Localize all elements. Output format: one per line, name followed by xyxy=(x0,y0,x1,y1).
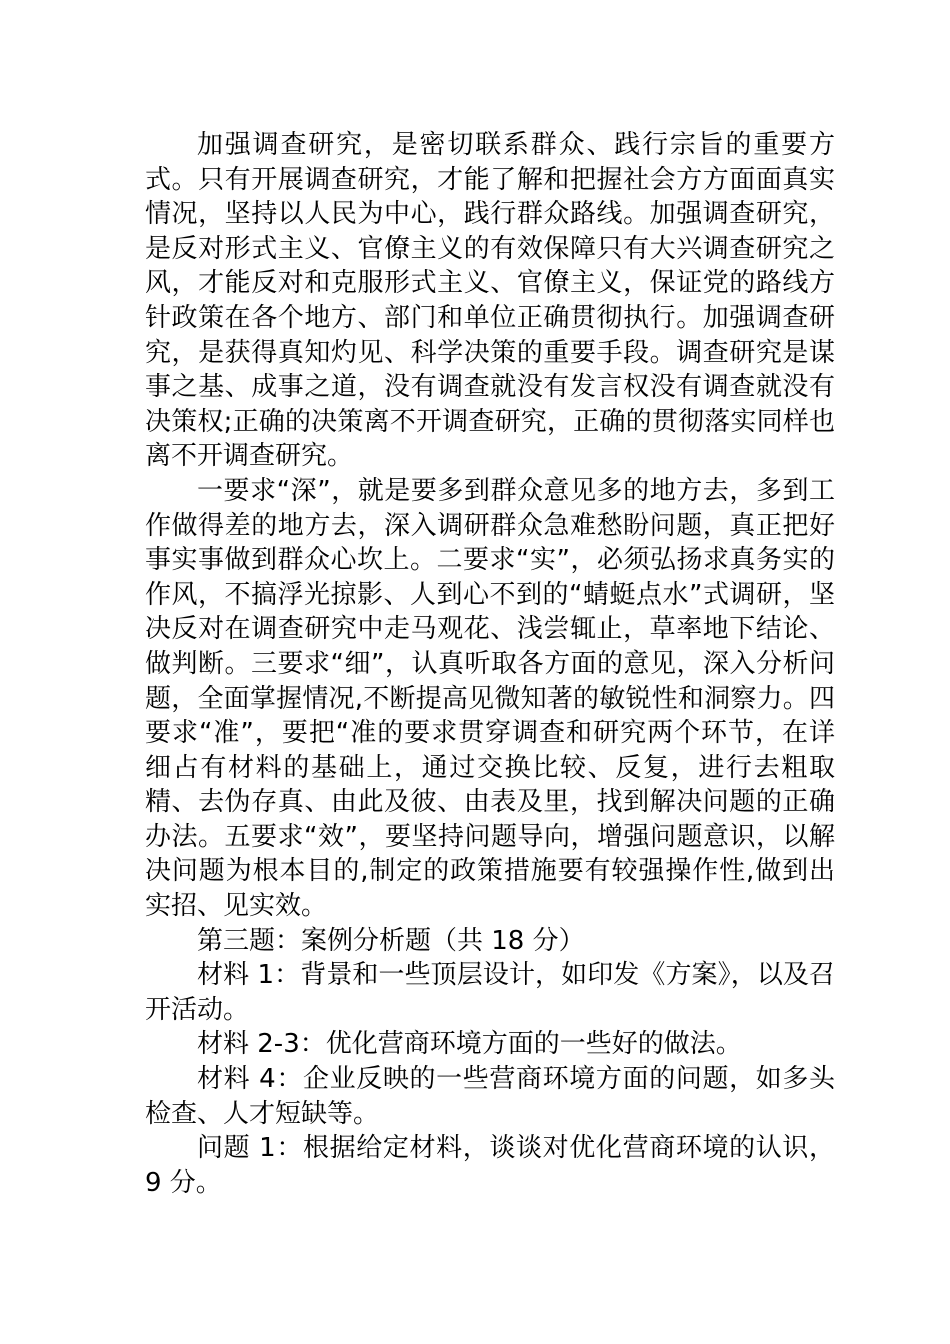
paragraph-research-importance: 加强调查研究，是密切联系群众、践行宗旨的重要方式。只有开展调查研究，才能了解和把握社会方方面面真实情况，坚持以人民为中心，践行群众路线。加强调查研究，是反对形式主义、官僚主义的有效保障只有大兴调查研究之风，才能反对和克服形式主义、官僚主义，保证党的路线方针政策在各个地方、部门和单位正确贯彻执行。加强调查研究，是获得真知灼见、科学决策的重要手段。调查研究是谋事之基、成事之道，没有调查就没有发言权没有调查就没有决策权;正确的决策离不开调查研究，正确的贯彻落实同样也离不开调查研究。 xyxy=(145,130,835,472)
paragraph-material-4: 材料 4：企业反映的一些营商环境方面的问题，如多头检查、人才短缺等。 xyxy=(145,1064,835,1129)
document-body xyxy=(145,128,835,1200)
section-heading-case-analysis: 第三题：案例分析题（共 18 分） xyxy=(197,925,585,956)
paragraph-material-1: 材料 1：背景和一些顶层设计，如印发《方案》，以及召开活动。 xyxy=(145,960,835,1025)
paragraph-five-requirements: 一要求“深”，就是要多到群众意见多的地方去，多到工作做得差的地方去，深入调研群众急难愁盼问题，真正把好事实事做到群众心坎上。二要求“实”，必须弘扬求真务实的作风，不搞浮光掠影、人到心不到的“蜻蜓点水”式调研，坚决反对在调查研究中走马观花、浅尝辄止，草率地下结论、做判断。三要求“细”，认真听取各方面的意见，深入分析问题，全面掌握情况,不断提高见微知著的敏锐性和洞察力。四要求“准”，要把“准的要求贯穿调查和研究两个环节，在详细占有材料的基础上，通过交换比较、反复，进行去粗取精、去伪存真、由此及彼、由表及里，找到解决问题的正确办法。五要求“效”，要坚持问题导向，增强问题意识，以解决问题为根本目的,制定的政策措施要有较强操作性,做到出实招、见实效。 xyxy=(145,475,835,922)
paragraph-question-1: 问题 1：根据给定材料，谈谈对优化营商环境的认识，9 分。 xyxy=(145,1133,835,1198)
paragraph-material-2-3: 材料 2-3：优化营商环境方面的一些好的做法。 xyxy=(197,1029,742,1060)
